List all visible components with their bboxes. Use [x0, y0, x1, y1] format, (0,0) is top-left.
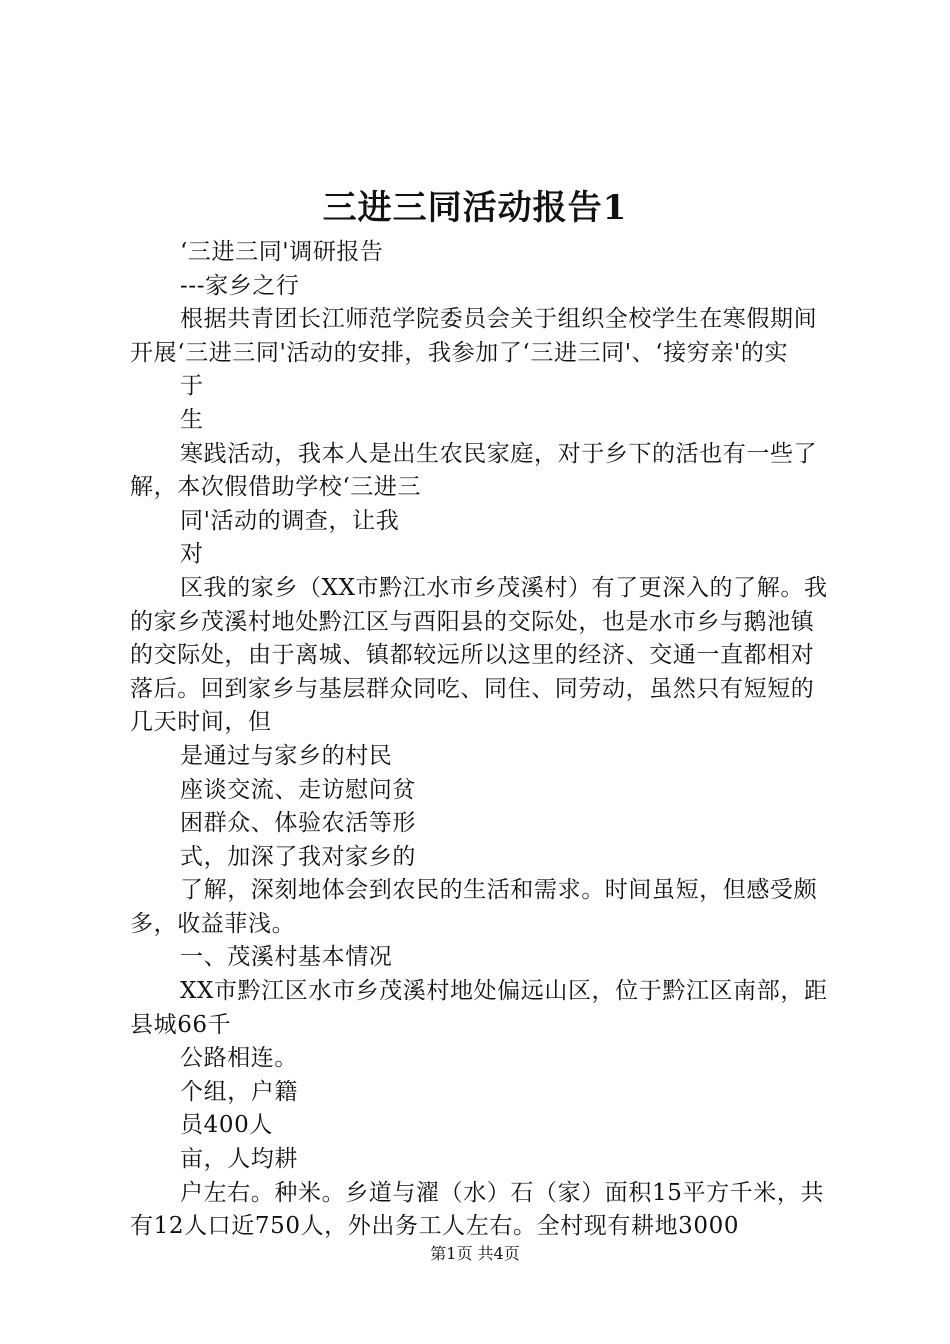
paragraph: 于: [180, 373, 204, 400]
paragraph: 户左右。种米。乡道与濯（水）石（家）面积15平方千米，共有12人口近750人，外出务工人左右。全村现有耕地3000: [130, 1179, 825, 1240]
paragraph: 了解，深刻地体会到农民的生活和需求。时间虽短，但感受颇多，收益菲浅。: [130, 877, 818, 937]
paragraph: 是通过与家乡的村民: [180, 742, 393, 769]
paragraph: 式，加深了我对家乡的: [180, 843, 416, 870]
paragraph: 公路相连。: [180, 1045, 298, 1072]
paragraph: XX市黔江区水市乡茂溪村地处偏远山区，位于黔江区南部，距县城66千: [130, 978, 828, 1038]
paragraph: 员400人: [180, 1112, 273, 1139]
paragraph: 对: [180, 541, 204, 568]
document-body: [130, 236, 835, 1244]
paragraph: 亩，人均耕: [180, 1146, 298, 1173]
paragraph: 座谈交流、走访慰问贫: [180, 776, 416, 803]
document-title: 三进三同活动报告1: [322, 188, 628, 228]
paragraph: 生: [180, 406, 204, 433]
paragraph: ‘三进三同'调研报告: [180, 239, 384, 265]
paragraph: 区我的家乡（XX市黔江水市乡茂溪村）有了更深入的了解。我的家乡茂溪村地处黔江区与酉阳县的交际处，也是水市乡与鹅池镇的交际处，由于离城、镇都较远所以这里的经济、交通一直都相对落后。回到家乡与基层群众同吃、同住、同劳动，虽然只有短短的几天时间，但: [130, 574, 828, 736]
paragraph: ---家乡之行: [180, 272, 300, 299]
paragraph: 同'活动的调查，让我: [180, 507, 400, 534]
paragraph: 困群众、体验农活等形: [180, 810, 416, 837]
paragraph: 根据共青团长江师范学院委员会关于组织全校学生在寒假期间开展‘三进三同'活动的安排，我参加了‘三进三同'、‘接穷亲'的实: [130, 306, 818, 366]
paragraph: 寒践活动，我本人是出生农民家庭，对于乡下的活也有一些了解，本次假借助学校‘三进三: [130, 440, 818, 501]
section-heading: 一、茂溪村基本情况: [180, 944, 393, 971]
paragraph: 个组，户籍: [180, 1078, 298, 1105]
page-footer: 第1页 共4页: [430, 1244, 520, 1263]
